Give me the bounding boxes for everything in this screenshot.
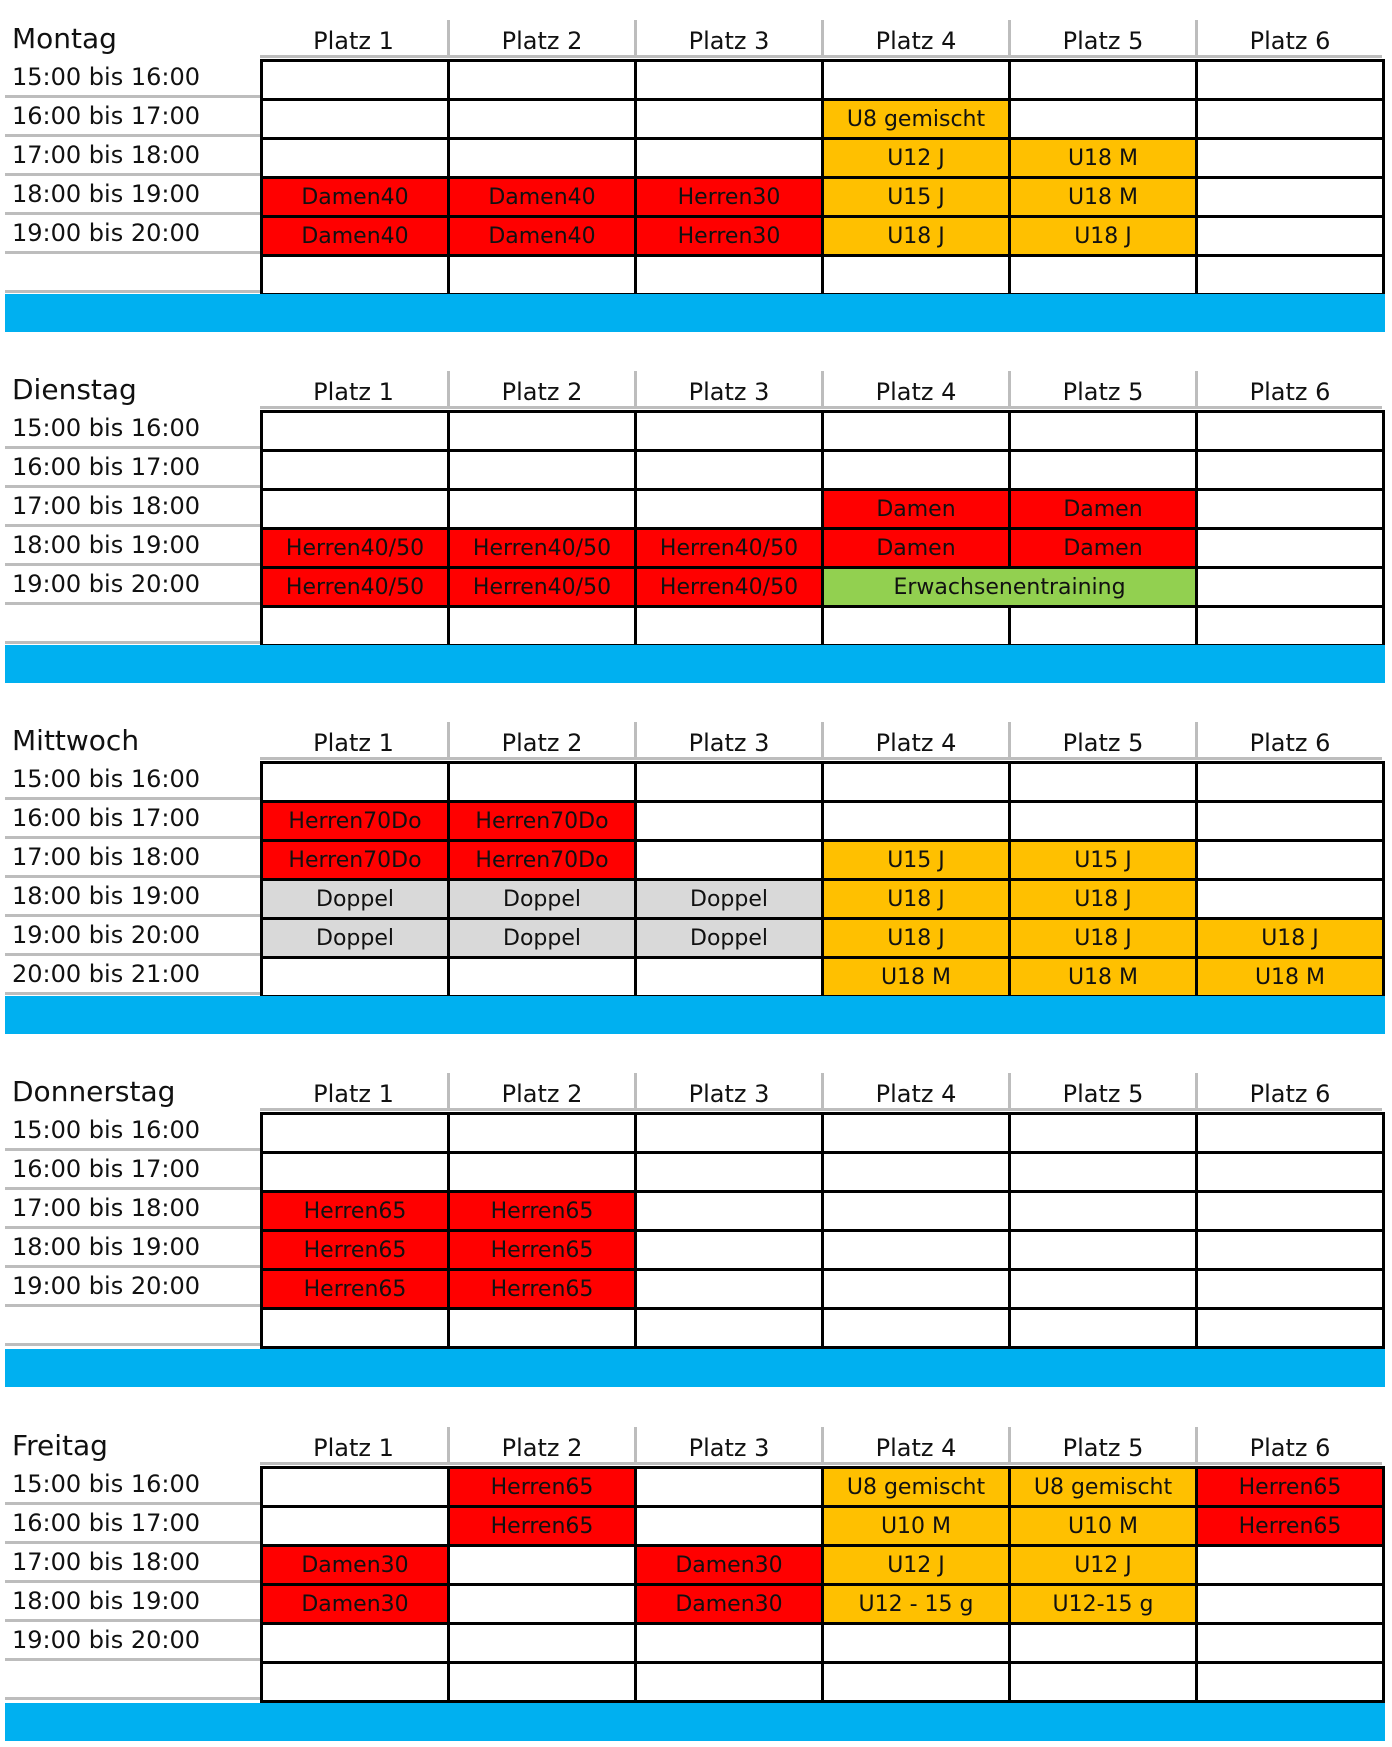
court-header: Platz 1 <box>260 1427 447 1465</box>
booking-cell: U12 J <box>824 140 1011 179</box>
empty-cell <box>263 257 450 296</box>
empty-cell <box>263 1310 450 1349</box>
empty-cell <box>1198 1310 1385 1349</box>
empty-cell <box>450 452 637 491</box>
booking-cell: Herren65 <box>1198 1469 1385 1508</box>
empty-cell <box>263 1469 450 1508</box>
section-divider-band <box>5 1349 1385 1387</box>
empty-cell <box>824 1271 1011 1310</box>
booking-cell: U12 - 15 g <box>824 1586 1011 1625</box>
booking-cell: U15 J <box>824 842 1011 881</box>
court-header: Platz 6 <box>1195 1427 1382 1465</box>
court-header: Platz 5 <box>1008 371 1195 409</box>
booking-cell: Damen40 <box>263 218 450 257</box>
empty-cell <box>824 1625 1011 1664</box>
empty-cell <box>450 1586 637 1625</box>
empty-cell <box>1011 1664 1198 1703</box>
booking-cell: Herren65 <box>450 1469 637 1508</box>
court-header-row <box>260 1073 1382 1112</box>
booking-cell: U18 M <box>824 959 1011 998</box>
empty-cell <box>450 101 637 140</box>
booking-cell: U12 J <box>1011 1547 1198 1586</box>
empty-cell <box>1011 1154 1198 1193</box>
booking-cell: Herren70Do <box>263 842 450 881</box>
court-header: Platz 2 <box>447 1427 634 1465</box>
time-slot-label: 19:00 bis 20:00 <box>5 1268 260 1307</box>
time-slot-label <box>5 605 260 644</box>
booking-cell: Herren65 <box>1198 1508 1385 1547</box>
time-slot-label <box>5 254 260 293</box>
empty-cell <box>824 608 1011 647</box>
time-slot-label: 17:00 bis 18:00 <box>5 137 260 176</box>
time-slot-label: 15:00 bis 16:00 <box>5 1466 260 1505</box>
booking-cell: U18 J <box>824 218 1011 257</box>
booking-cell: Herren40/50 <box>263 569 450 608</box>
empty-cell <box>824 257 1011 296</box>
empty-cell <box>263 452 450 491</box>
booking-cell: U10 M <box>1011 1508 1198 1547</box>
court-header: Platz 3 <box>634 1427 821 1465</box>
empty-cell <box>637 140 824 179</box>
time-slot-label: 15:00 bis 16:00 <box>5 1112 260 1151</box>
booking-cell: Damen <box>1011 530 1198 569</box>
empty-cell <box>824 803 1011 842</box>
court-header: Platz 4 <box>821 20 1008 58</box>
empty-cell <box>1198 491 1385 530</box>
court-header: Platz 5 <box>1008 1073 1195 1111</box>
booking-cell: U18 M <box>1011 140 1198 179</box>
time-slot-label: 19:00 bis 20:00 <box>5 1622 260 1661</box>
time-slot-label: 16:00 bis 17:00 <box>5 98 260 137</box>
court-header: Platz 4 <box>821 1427 1008 1465</box>
day-title: Dienstag <box>12 373 137 406</box>
time-slot-label: 15:00 bis 16:00 <box>5 410 260 449</box>
court-header: Platz 1 <box>260 371 447 409</box>
time-slot-label: 17:00 bis 18:00 <box>5 1190 260 1229</box>
empty-cell <box>263 101 450 140</box>
empty-cell <box>1198 140 1385 179</box>
empty-cell <box>824 1664 1011 1703</box>
court-header-row <box>260 20 1382 59</box>
empty-cell <box>450 1547 637 1586</box>
empty-cell <box>637 452 824 491</box>
empty-cell <box>263 491 450 530</box>
day-title: Donnerstag <box>12 1075 176 1108</box>
empty-cell <box>450 62 637 101</box>
empty-cell <box>1198 62 1385 101</box>
empty-cell <box>637 257 824 296</box>
booking-cell: U18 J <box>824 920 1011 959</box>
empty-cell <box>1198 452 1385 491</box>
booking-cell: Doppel <box>450 881 637 920</box>
empty-cell <box>637 1508 824 1547</box>
court-header: Platz 5 <box>1008 20 1195 58</box>
booking-cell: U18 M <box>1011 959 1198 998</box>
court-header: Platz 3 <box>634 722 821 760</box>
empty-cell <box>824 413 1011 452</box>
court-header: Platz 6 <box>1195 722 1382 760</box>
empty-cell <box>263 62 450 101</box>
empty-cell <box>824 1115 1011 1154</box>
empty-cell <box>1198 1154 1385 1193</box>
empty-cell <box>1198 569 1385 608</box>
empty-cell <box>263 608 450 647</box>
empty-cell <box>1198 530 1385 569</box>
booking-cell: Herren65 <box>263 1271 450 1310</box>
booking-cell: Herren40/50 <box>637 530 824 569</box>
time-slot-label <box>5 1307 260 1346</box>
empty-cell <box>450 959 637 998</box>
booking-cell: Herren65 <box>263 1193 450 1232</box>
empty-cell <box>263 1115 450 1154</box>
empty-cell <box>1011 1310 1198 1349</box>
court-header: Platz 5 <box>1008 1427 1195 1465</box>
booking-cell: Damen40 <box>450 218 637 257</box>
empty-cell <box>263 1664 450 1703</box>
booking-cell: Damen <box>824 530 1011 569</box>
time-slot-label: 18:00 bis 19:00 <box>5 878 260 917</box>
empty-cell <box>263 1625 450 1664</box>
booking-cell: U15 J <box>1011 842 1198 881</box>
booking-cell: Herren30 <box>637 179 824 218</box>
booking-cell: U18 M <box>1198 959 1385 998</box>
booking-cell: Damen30 <box>263 1586 450 1625</box>
time-slot-label: 18:00 bis 19:00 <box>5 1583 260 1622</box>
time-slot-label: 19:00 bis 20:00 <box>5 917 260 956</box>
time-slot-label: 20:00 bis 21:00 <box>5 956 260 995</box>
empty-cell <box>1198 257 1385 296</box>
booking-cell: Erwachsenentraining <box>824 569 1198 608</box>
booking-cell: Doppel <box>263 881 450 920</box>
time-slot-label <box>5 1661 260 1700</box>
time-column <box>5 761 260 995</box>
empty-cell <box>1011 413 1198 452</box>
empty-cell <box>1011 803 1198 842</box>
booking-cell: U8 gemischt <box>824 101 1011 140</box>
booking-cell: Herren70Do <box>450 803 637 842</box>
empty-cell <box>637 959 824 998</box>
booking-cell: Herren70Do <box>450 842 637 881</box>
time-slot-label: 19:00 bis 20:00 <box>5 215 260 254</box>
empty-cell <box>450 764 637 803</box>
booking-cell: U8 gemischt <box>1011 1469 1198 1508</box>
booking-cell: U15 J <box>824 179 1011 218</box>
empty-cell <box>1011 1115 1198 1154</box>
court-header: Platz 2 <box>447 371 634 409</box>
empty-cell <box>1198 842 1385 881</box>
section-divider-band <box>5 645 1385 683</box>
empty-cell <box>1011 608 1198 647</box>
empty-cell <box>637 1310 824 1349</box>
empty-cell <box>1198 179 1385 218</box>
empty-cell <box>450 1115 637 1154</box>
empty-cell <box>824 452 1011 491</box>
empty-cell <box>637 764 824 803</box>
time-slot-label: 17:00 bis 18:00 <box>5 839 260 878</box>
empty-cell <box>637 608 824 647</box>
empty-cell <box>450 413 637 452</box>
court-header: Platz 5 <box>1008 722 1195 760</box>
time-slot-label: 16:00 bis 17:00 <box>5 449 260 488</box>
booking-cell: Herren65 <box>450 1193 637 1232</box>
time-column <box>5 1112 260 1346</box>
empty-cell <box>637 101 824 140</box>
booking-cell: Herren65 <box>450 1271 637 1310</box>
booking-cell: Doppel <box>637 920 824 959</box>
empty-cell <box>637 1232 824 1271</box>
booking-cell: U18 J <box>1011 920 1198 959</box>
time-slot-label: 15:00 bis 16:00 <box>5 59 260 98</box>
empty-cell <box>637 1469 824 1508</box>
day-title: Mittwoch <box>12 724 140 757</box>
booking-cell: Herren65 <box>263 1232 450 1271</box>
empty-cell <box>1198 608 1385 647</box>
court-header-row <box>260 722 1382 761</box>
booking-cell: U10 M <box>824 1508 1011 1547</box>
court-header: Platz 4 <box>821 371 1008 409</box>
empty-cell <box>824 1310 1011 1349</box>
empty-cell <box>637 491 824 530</box>
booking-cell: Herren40/50 <box>450 569 637 608</box>
time-slot-label: 16:00 bis 17:00 <box>5 1151 260 1190</box>
schedule-grid <box>260 761 1385 998</box>
empty-cell <box>637 803 824 842</box>
court-header: Platz 4 <box>821 1073 1008 1111</box>
time-slot-label: 17:00 bis 18:00 <box>5 488 260 527</box>
empty-cell <box>450 1310 637 1349</box>
booking-cell: U12 J <box>824 1547 1011 1586</box>
schedule-grid <box>260 410 1385 647</box>
empty-cell <box>1011 101 1198 140</box>
court-header: Platz 2 <box>447 20 634 58</box>
empty-cell <box>1198 1232 1385 1271</box>
day-title: Freitag <box>12 1429 108 1462</box>
booking-cell: Damen40 <box>263 179 450 218</box>
empty-cell <box>824 1193 1011 1232</box>
booking-cell: Doppel <box>263 920 450 959</box>
empty-cell <box>263 764 450 803</box>
section-divider-band <box>5 996 1385 1034</box>
empty-cell <box>1198 803 1385 842</box>
time-slot-label: 15:00 bis 16:00 <box>5 761 260 800</box>
booking-cell: U8 gemischt <box>824 1469 1011 1508</box>
booking-cell: Damen30 <box>637 1547 824 1586</box>
empty-cell <box>1198 1586 1385 1625</box>
time-slot-label: 18:00 bis 19:00 <box>5 176 260 215</box>
empty-cell <box>450 1625 637 1664</box>
court-header: Platz 2 <box>447 722 634 760</box>
section-divider-band <box>5 294 1385 332</box>
empty-cell <box>263 1508 450 1547</box>
empty-cell <box>1198 1115 1385 1154</box>
empty-cell <box>450 140 637 179</box>
empty-cell <box>1198 1271 1385 1310</box>
empty-cell <box>450 257 637 296</box>
court-header: Platz 6 <box>1195 20 1382 58</box>
booking-cell: Doppel <box>637 881 824 920</box>
booking-cell: U18 J <box>1011 881 1198 920</box>
empty-cell <box>637 842 824 881</box>
empty-cell <box>824 62 1011 101</box>
booking-cell: Herren70Do <box>263 803 450 842</box>
court-header: Platz 1 <box>260 722 447 760</box>
court-header: Platz 3 <box>634 1073 821 1111</box>
empty-cell <box>637 1154 824 1193</box>
empty-cell <box>450 1154 637 1193</box>
empty-cell <box>263 413 450 452</box>
empty-cell <box>1011 1193 1198 1232</box>
booking-cell: Damen <box>824 491 1011 530</box>
empty-cell <box>263 1154 450 1193</box>
empty-cell <box>450 491 637 530</box>
empty-cell <box>637 1193 824 1232</box>
booking-cell: U18 J <box>1198 920 1385 959</box>
booking-cell: U18 M <box>1011 179 1198 218</box>
empty-cell <box>637 62 824 101</box>
empty-cell <box>1011 257 1198 296</box>
empty-cell <box>263 959 450 998</box>
empty-cell <box>637 1625 824 1664</box>
empty-cell <box>1011 764 1198 803</box>
empty-cell <box>824 1154 1011 1193</box>
court-header: Platz 1 <box>260 1073 447 1111</box>
booking-cell: Herren40/50 <box>263 530 450 569</box>
empty-cell <box>263 140 450 179</box>
schedule-grid <box>260 1466 1385 1703</box>
empty-cell <box>1011 62 1198 101</box>
empty-cell <box>824 764 1011 803</box>
court-header: Platz 6 <box>1195 1073 1382 1111</box>
empty-cell <box>1198 881 1385 920</box>
time-slot-label: 17:00 bis 18:00 <box>5 1544 260 1583</box>
booking-cell: Herren65 <box>450 1508 637 1547</box>
court-header: Platz 4 <box>821 722 1008 760</box>
empty-cell <box>1198 1625 1385 1664</box>
booking-cell: Herren40/50 <box>637 569 824 608</box>
empty-cell <box>637 1115 824 1154</box>
booking-cell: Damen40 <box>450 179 637 218</box>
booking-cell: U18 J <box>824 881 1011 920</box>
empty-cell <box>637 1664 824 1703</box>
section-divider-band <box>5 1703 1385 1741</box>
booking-cell: Damen30 <box>263 1547 450 1586</box>
empty-cell <box>450 608 637 647</box>
court-header-row <box>260 371 1382 410</box>
time-slot-label: 18:00 bis 19:00 <box>5 527 260 566</box>
schedule-grid <box>260 59 1385 296</box>
court-header: Platz 1 <box>260 20 447 58</box>
time-column <box>5 59 260 293</box>
empty-cell <box>1198 764 1385 803</box>
empty-cell <box>637 413 824 452</box>
booking-cell: Damen <box>1011 491 1198 530</box>
empty-cell <box>1011 1271 1198 1310</box>
court-header-row <box>260 1427 1382 1466</box>
booking-cell: Herren65 <box>450 1232 637 1271</box>
empty-cell <box>1011 452 1198 491</box>
empty-cell <box>1011 1625 1198 1664</box>
empty-cell <box>1198 413 1385 452</box>
empty-cell <box>824 1232 1011 1271</box>
empty-cell <box>450 1664 637 1703</box>
time-slot-label: 18:00 bis 19:00 <box>5 1229 260 1268</box>
time-slot-label: 16:00 bis 17:00 <box>5 800 260 839</box>
empty-cell <box>1198 101 1385 140</box>
court-header: Platz 3 <box>634 371 821 409</box>
booking-cell: Herren30 <box>637 218 824 257</box>
booking-cell: Doppel <box>450 920 637 959</box>
empty-cell <box>1198 1664 1385 1703</box>
empty-cell <box>1198 218 1385 257</box>
day-title: Montag <box>12 22 117 55</box>
time-column <box>5 410 260 644</box>
booking-cell: Herren40/50 <box>450 530 637 569</box>
booking-cell: Damen30 <box>637 1586 824 1625</box>
time-slot-label: 19:00 bis 20:00 <box>5 566 260 605</box>
empty-cell <box>637 1271 824 1310</box>
empty-cell <box>1198 1547 1385 1586</box>
booking-cell: U12-15 g <box>1011 1586 1198 1625</box>
time-slot-label: 16:00 bis 17:00 <box>5 1505 260 1544</box>
schedule-grid <box>260 1112 1385 1349</box>
empty-cell <box>1198 1193 1385 1232</box>
booking-cell: U18 J <box>1011 218 1198 257</box>
time-column <box>5 1466 260 1700</box>
court-header: Platz 3 <box>634 20 821 58</box>
court-header: Platz 6 <box>1195 371 1382 409</box>
court-header: Platz 2 <box>447 1073 634 1111</box>
empty-cell <box>1011 1232 1198 1271</box>
